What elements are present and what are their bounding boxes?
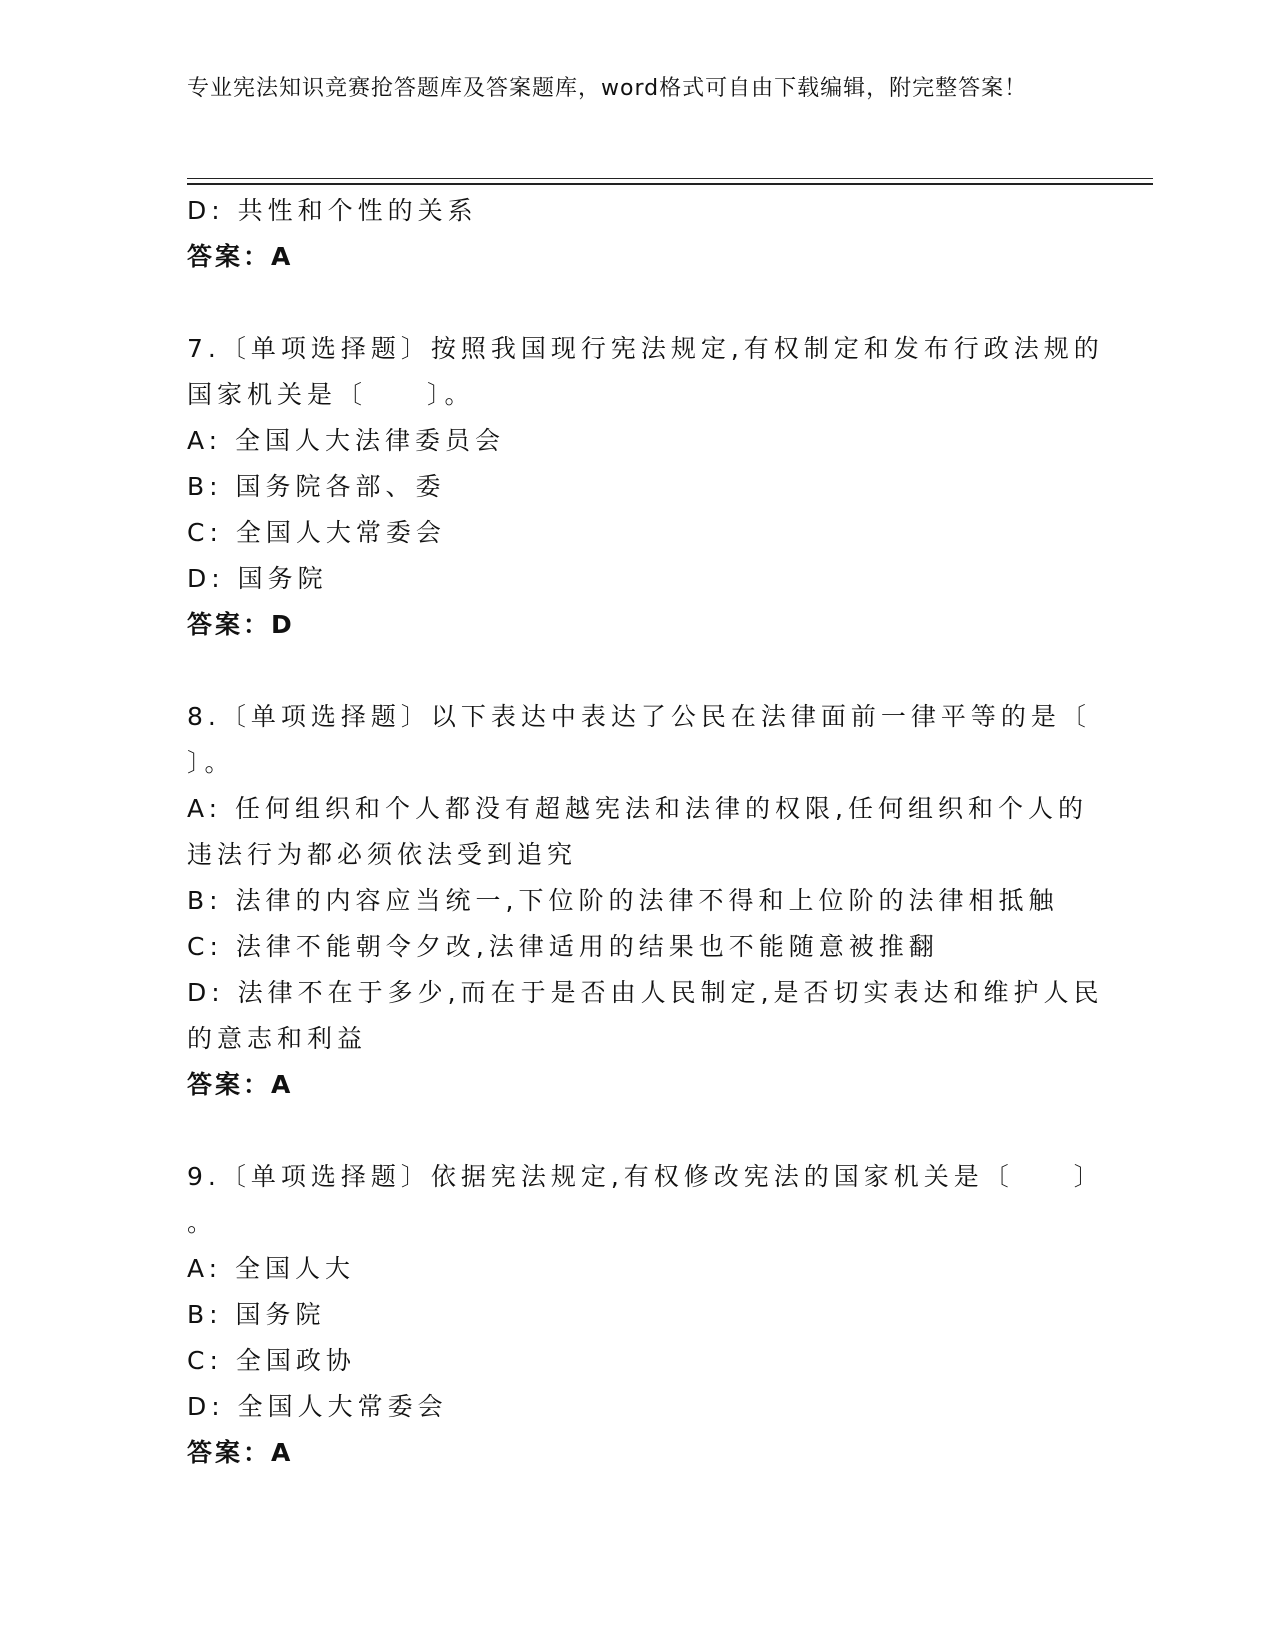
spacer: [187, 280, 1087, 326]
answer: 答案：D: [187, 610, 295, 639]
question-stem-cont: 国家机关是〔 〕。: [187, 380, 475, 409]
option-c: C: 法律不能朝令夕改,法律适用的结果也不能随意被推翻: [187, 932, 939, 961]
option-d: D: 国务院: [187, 564, 328, 593]
question-stem: 8.〔单项选择题〕以下表达中表达了公民在法律面前一律平等的是〔: [187, 702, 1091, 731]
option-b: B: 法律的内容应当统一,下位阶的法律不得和上位阶的法律相抵触: [187, 886, 1059, 915]
prev-answer: 答案：A: [187, 242, 294, 271]
option-a: A: 任何组织和个人都没有超越宪法和法律的权限,任何组织和个人的: [187, 794, 1088, 823]
spacer: [187, 1108, 1087, 1154]
option-a: A: 全国人大法律委员会: [187, 426, 506, 455]
header-divider-thin: [187, 178, 1153, 179]
spacer: [187, 648, 1087, 694]
document-body: [187, 188, 1104, 1476]
question-stem-cont: 。: [187, 1208, 218, 1237]
question-9: [187, 1154, 1104, 1476]
question-7: [187, 326, 1104, 648]
header-divider-thick: [187, 183, 1153, 185]
answer: 答案：A: [187, 1070, 294, 1099]
option-c: C: 全国政协: [187, 1346, 356, 1375]
question-8: [187, 694, 1104, 1108]
option-a-cont: 违法行为都必须依法受到追究: [187, 840, 578, 869]
page-header-title: 专业宪法知识竞赛抢答题库及答案题库，word格式可自由下载编辑，附完整答案！: [187, 76, 1028, 101]
option-b: B: 国务院各部、委: [187, 472, 446, 501]
question-stem-cont: 〕。: [187, 748, 235, 777]
option-a: A: 全国人大: [187, 1254, 356, 1283]
option-d-cont: 的意志和利益: [187, 1024, 368, 1053]
answer: 答案：A: [187, 1438, 294, 1467]
question-stem: 7.〔单项选择题〕按照我国现行宪法规定,有权制定和发布行政法规的: [187, 334, 1104, 363]
question-stem: 9.〔单项选择题〕依据宪法规定,有权修改宪法的国家机关是〔 〕: [187, 1162, 1104, 1191]
option-d: D: 法律不在于多少,而在于是否由人民制定,是否切实表达和维护人民: [187, 978, 1104, 1007]
option-c: C: 全国人大常委会: [187, 518, 446, 547]
option-d: D: 全国人大常委会: [187, 1392, 448, 1421]
option-b: B: 国务院: [187, 1300, 326, 1329]
prev-option-d: D: 共性和个性的关系: [187, 196, 478, 225]
